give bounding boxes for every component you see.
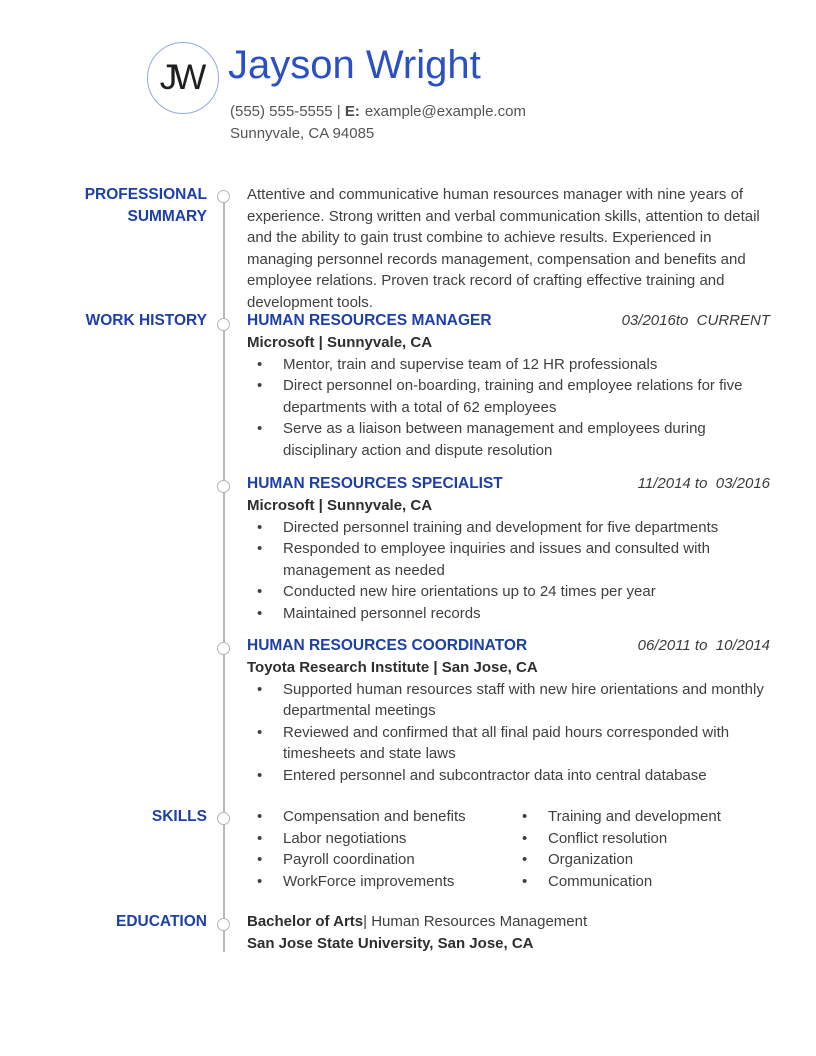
skill-item: • Communication — [512, 871, 770, 893]
job-title: HUMAN RESOURCES SPECIALIST — [247, 475, 503, 492]
skills-column-2 — [512, 806, 770, 892]
school-name: San Jose State University, San Jose, CA — [247, 935, 534, 952]
skill-item: • Payroll coordination — [247, 849, 512, 871]
contact-separator: | — [332, 103, 345, 120]
skill-item: • Organization — [512, 849, 770, 871]
job-dates: 06/2011 to 10/2014 — [637, 637, 770, 654]
skill-item: • Conflict resolution — [512, 828, 770, 850]
timeline-dot-education — [217, 918, 230, 931]
job-title-row — [247, 473, 770, 495]
job-title-row — [247, 310, 770, 332]
email-label: E: — [344, 103, 360, 120]
job-dates: 03/2016to CURRENT — [621, 312, 770, 329]
monogram-initials: JW — [159, 58, 203, 97]
job-bullet-list — [247, 517, 770, 625]
degree-field: | Human Resources Management — [363, 913, 588, 930]
job-bullet-list — [247, 679, 770, 787]
job-bullet: • Direct personnel on-boarding, training and employee relations for five departments with a total of 62 employees — [247, 375, 770, 418]
skill-item: • WorkForce improvements — [247, 871, 512, 893]
section-label-skills: SKILLS — [151, 808, 207, 825]
candidate-name: Jayson Wright — [228, 43, 481, 87]
job-dates: 11/2014 to 03/2016 — [637, 475, 770, 492]
job-entry-3 — [247, 635, 770, 786]
job-entry-1 — [247, 310, 770, 461]
monogram-avatar — [147, 42, 219, 114]
job-title-row — [247, 635, 770, 657]
job-company: Toyota Research Institute | San Jose, CA — [247, 659, 538, 676]
skill-item: • Training and development — [512, 806, 770, 828]
job-bullet: • Conducted new hire orientations up to 24 times per year — [247, 581, 770, 603]
job-bullet: • Maintained personnel records — [247, 603, 770, 625]
timeline-dot-skills — [217, 812, 230, 825]
job-bullet: • Reviewed and confirmed that all final paid hours corresponded with timesheets and state laws — [247, 722, 770, 765]
skill-item: • Compensation and benefits — [247, 806, 512, 828]
degree-line — [247, 911, 770, 933]
email-address: example@example.com — [364, 103, 526, 120]
job-bullet: • Mentor, train and supervise team of 12 HR professionals — [247, 354, 770, 376]
skills-grid — [247, 806, 770, 892]
section-label-work-history: WORK HISTORY — [85, 312, 207, 329]
job-title: HUMAN RESOURCES COORDINATOR — [247, 637, 528, 654]
job-bullet: • Responded to employee inquiries and issues and consulted with management as needed — [247, 538, 770, 581]
timeline-line — [223, 192, 225, 952]
job-company: Microsoft | Sunnyvale, CA — [247, 497, 433, 514]
address-line: Sunnyvale, CA 94085 — [230, 125, 375, 142]
job-bullet-list — [247, 354, 770, 462]
job-entry-2 — [247, 473, 770, 624]
phone-number: (555) 555-5555 — [230, 103, 333, 120]
section-label-professional-summary: PROFESSIONAL SUMMARY — [84, 186, 207, 225]
skills-column-1 — [247, 806, 512, 892]
timeline-dot-summary — [217, 190, 230, 203]
contact-line — [230, 101, 526, 122]
job-bullet: • Supported human resources staff with new hire orientations and monthly departmental meetings — [247, 679, 770, 722]
education-content — [247, 911, 770, 955]
job-bullet: • Entered personnel and subcontractor data into central database — [247, 765, 770, 787]
timeline-dot-job-3 — [217, 642, 230, 655]
summary-text: Attentive and communicative human resources manager with nine years of experience. Strong written and verbal communication skills, attention to detail and the ability to gain trust combine to achieve results. Experienced in managing personnel records management, compensation and benefits and employee relations. Proven track record of crafting effective training and development tools. — [247, 186, 760, 311]
job-bullet: • Directed personnel training and development for five departments — [247, 517, 770, 539]
section-label-education: EDUCATION — [116, 913, 207, 930]
timeline-dot-job-1 — [217, 318, 230, 331]
skills-content — [247, 806, 770, 892]
job-bullet: • Serve as a liaison between management and employees during disciplinary action and dispute resolution — [247, 418, 770, 461]
job-company: Microsoft | Sunnyvale, CA — [247, 334, 433, 351]
timeline-dot-job-2 — [217, 480, 230, 493]
job-title: HUMAN RESOURCES MANAGER — [247, 312, 492, 329]
skill-item: • Labor negotiations — [247, 828, 512, 850]
degree-name: Bachelor of Arts — [247, 913, 364, 930]
